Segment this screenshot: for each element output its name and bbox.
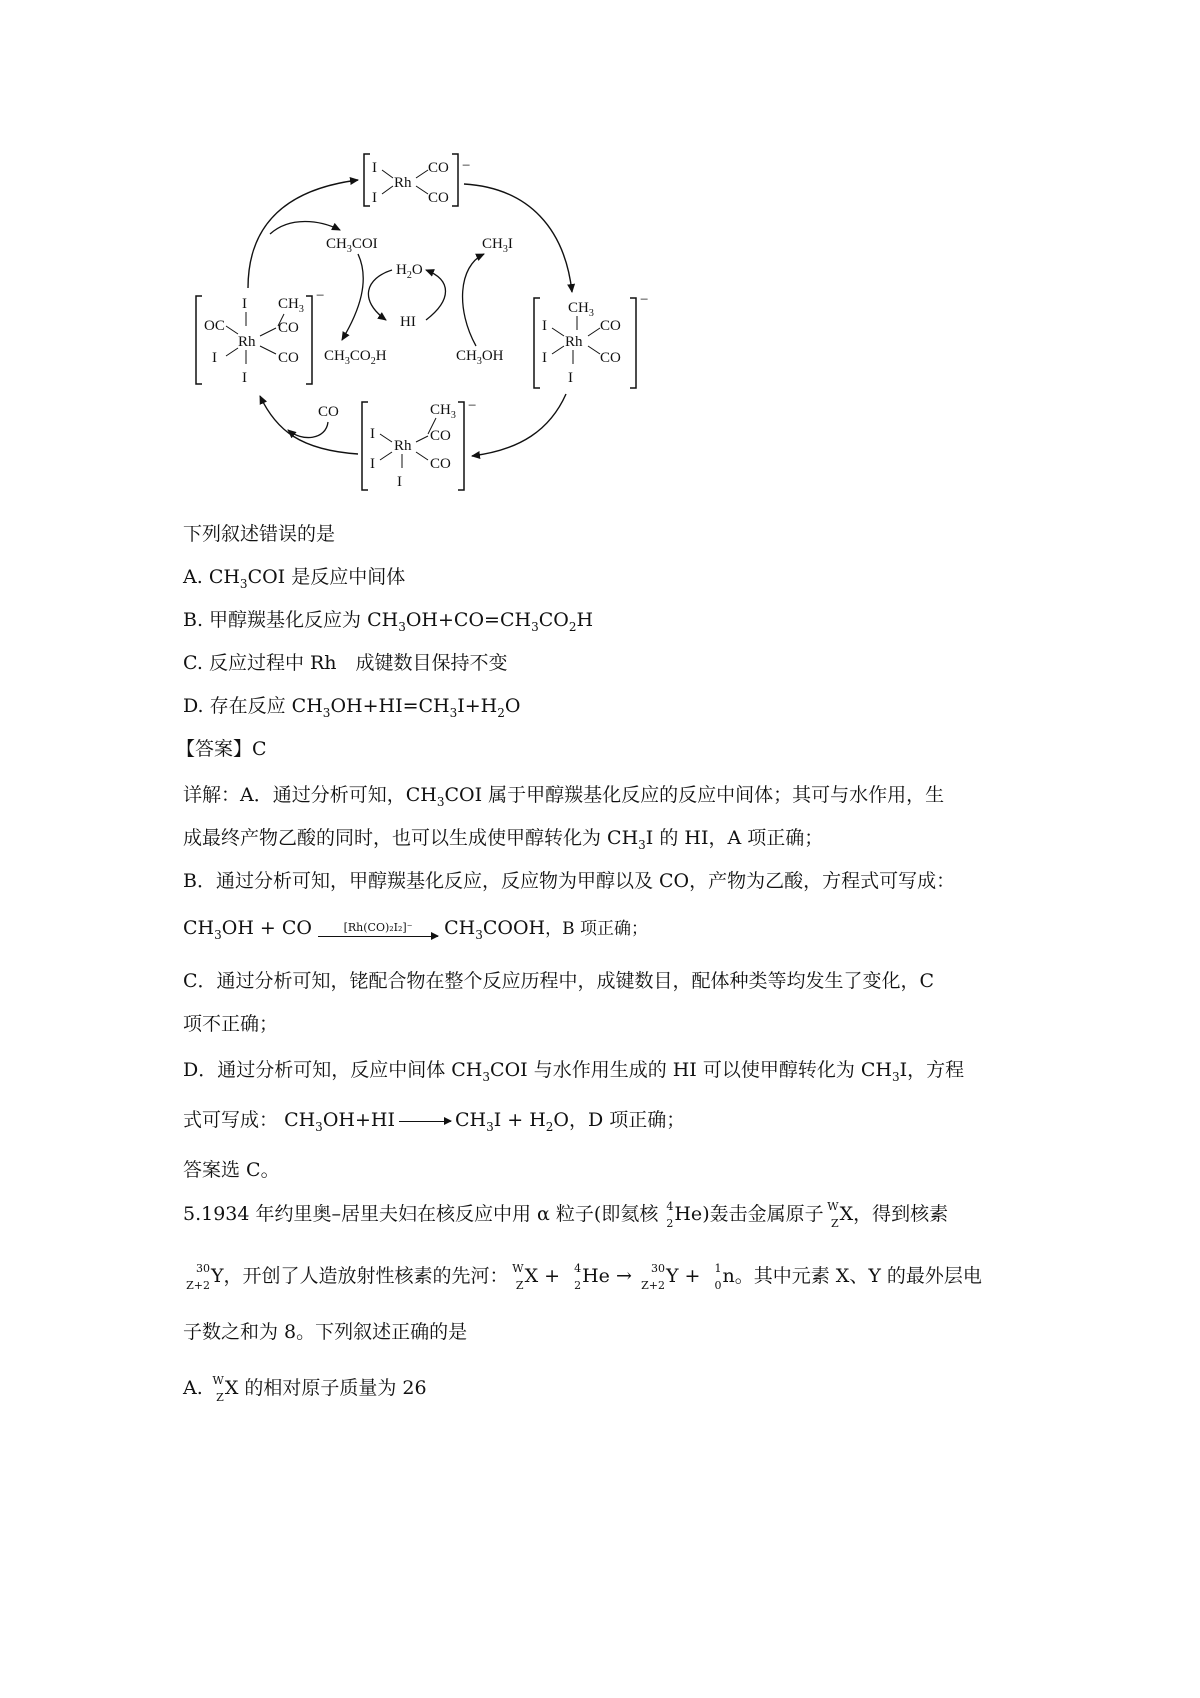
complex-left — [196, 288, 324, 386]
catalyst-arrow: [Rh(CO)₂I₂]⁻ — [318, 921, 438, 937]
elimination-arrow — [270, 222, 340, 235]
ligand-i: I — [542, 318, 547, 334]
explain-c-line1: C．通过分析可知，铑配合物在整个反应历程中，成键数目，配体种类等均发生了变化，C — [183, 970, 935, 992]
charge: − — [316, 288, 325, 304]
ligand-i: I — [542, 350, 547, 366]
ligand-i: I — [568, 370, 573, 386]
co-arrow — [288, 422, 328, 438]
question-stem: 下列叙述错误的是 — [183, 523, 336, 545]
explain-c-line2: 项不正确； — [183, 1013, 279, 1035]
explain-b-equation: $CH_3OH$ + CO [Rh(CO)₂I₂]⁻ $CH_3COOH$，B 项正确； — [183, 917, 649, 942]
isotope-he: 4 2 — [666, 1200, 674, 1230]
explain-d-line2: 式可写成： $CH_3OH+HI$ $CH_3I + H_2O$，D 项正确； — [183, 1109, 686, 1134]
species-co: CO — [318, 404, 339, 420]
ligand-i: I — [372, 190, 377, 206]
hydrolysis-arrow — [368, 270, 392, 320]
q5-line2: 30 Z+2 Y，开创了人造放射性核素的先河： W Z X + 4 2 He → 30 Z+2 Y + 1 0 n。其中元素 X、Y 的最外层电 — [183, 1262, 982, 1292]
species-hi: HI — [400, 314, 416, 330]
ligand-co: CO — [430, 456, 451, 472]
methanol-arrow — [463, 254, 484, 346]
ligand-co: CO — [428, 190, 449, 206]
metal-rh: Rh — [394, 175, 412, 191]
ligand-oc: OC — [204, 318, 225, 334]
ligand-ch3: $CH_3$ — [278, 296, 304, 315]
isotope-x: W Z — [512, 1262, 524, 1292]
explain-a-line1: 详解：A．通过分析可知，$CH_3COI$ 属于甲醇羰基化反应的反应中间体；其可与水作用，生 — [183, 784, 945, 809]
explain-a-line2: 成最终产物乙酸的同时，也可以生成使甲醇转化为 $CH_3I$ 的 HI，A 项正确； — [183, 827, 824, 852]
complex-right — [534, 292, 648, 388]
option-b: B. 甲醇羰基化反应为 $CH_3OH+CO=CH_3CO_2H$ — [183, 609, 594, 634]
ligand-co: CO — [278, 350, 299, 366]
species-ch3coi: $CH_3COI$ — [326, 236, 378, 255]
species-ch3co2h: $CH_3CO_2H$ — [324, 348, 387, 367]
methanol-arrow — [426, 270, 446, 320]
charge: − — [468, 398, 477, 414]
cycle-arrow — [260, 396, 358, 454]
ligand-co: CO — [600, 350, 621, 366]
metal-rh: Rh — [565, 334, 583, 350]
ligand-i: I — [370, 426, 375, 442]
metal-rh: Rh — [238, 334, 256, 350]
cycle-arrow — [248, 180, 358, 288]
hydrolysis-arrow — [342, 254, 363, 340]
isotope-n: 1 0 — [714, 1262, 722, 1292]
complex-top — [364, 154, 470, 206]
ligand-i: I — [372, 160, 377, 176]
isotope-x: W Z — [212, 1374, 224, 1404]
answer-label: 【答案】C — [176, 738, 267, 760]
charge: − — [462, 158, 471, 174]
complex-bottom — [362, 398, 476, 490]
isotope-y: 30 Z+2 — [186, 1262, 210, 1292]
option-a: A. $CH_3COI$ 是反应中间体 — [183, 566, 406, 591]
ligand-ch3: $CH_3$ — [568, 300, 594, 319]
species-ch3oh: $CH_3OH$ — [456, 348, 504, 367]
ligand-co: CO — [428, 160, 449, 176]
q5-option-a: A. W Z X 的相对原子质量为 26 — [183, 1374, 427, 1404]
ligand-i: I — [397, 474, 402, 490]
ligand-co: CO — [600, 318, 621, 334]
isotope-x: W Z — [827, 1200, 839, 1230]
reaction-arrow — [399, 1121, 451, 1122]
explain-b-line1: B．通过分析可知，甲醇羰基化反应，反应物为甲醇以及 CO，产物为乙酸，方程式可写成： — [183, 870, 956, 892]
species-h2o: $H_2O$ — [396, 262, 423, 281]
option-d: D. 存在反应 $CH_3OH+HI=CH_3I+H_2O$ — [183, 695, 521, 720]
explain-d-line1: D．通过分析可知，反应中间体 $CH_3COI$ 与水作用生成的 HI 可以使甲醇转化为 $CH_3I$，方程 — [183, 1059, 965, 1084]
cycle-arrow — [464, 184, 572, 292]
isotope-y: 30 Z+2 — [641, 1262, 665, 1292]
metal-rh: Rh — [394, 438, 412, 454]
ligand-i: I — [242, 296, 247, 312]
ligand-co: CO — [430, 428, 451, 444]
q5-line3: 子数之和为 8。下列叙述正确的是 — [183, 1321, 468, 1343]
option-c: C. 反应过程中 Rh 成键数目保持不变 — [183, 652, 508, 674]
ligand-i: I — [242, 370, 247, 386]
ligand-co: CO — [278, 320, 299, 336]
isotope-he: 4 2 — [574, 1262, 582, 1292]
q5-line1: 5.1934 年约里奥–居里夫妇在核反应中用 α 粒子(即氦核 4 2 He)轰击金属原子 W Z X，得到核素 — [183, 1200, 949, 1230]
conclusion: 答案选 C。 — [183, 1159, 280, 1181]
ligand-i: I — [212, 350, 217, 366]
ligand-i: I — [370, 456, 375, 472]
ligand-ch3: $CH_3$ — [430, 402, 456, 421]
cycle-arrow — [472, 394, 566, 456]
species-ch3i: $CH_3I$ — [482, 236, 513, 255]
catalytic-cycle-diagram — [190, 150, 710, 540]
charge: − — [640, 292, 649, 308]
